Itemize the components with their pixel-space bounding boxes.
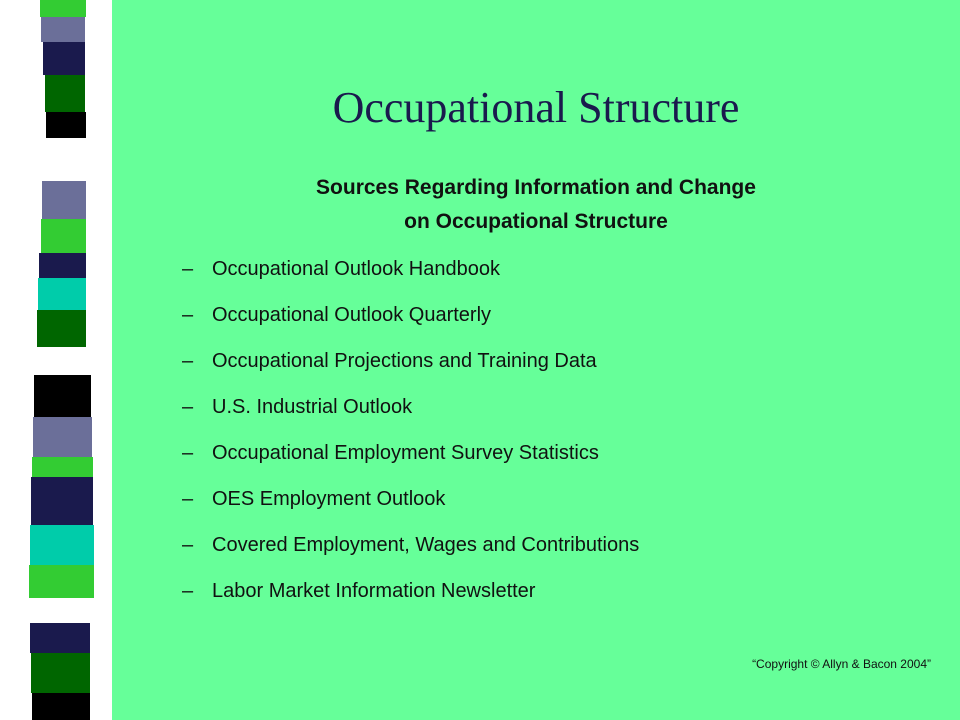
list-item-label: Occupational Projections and Training Data — [212, 350, 597, 372]
source-list — [182, 253, 639, 621]
deco-block — [37, 310, 86, 347]
list-item — [182, 345, 639, 391]
deco-block — [46, 112, 86, 138]
list-item-label: Covered Employment, Wages and Contributions — [212, 534, 640, 556]
list-item-label: Occupational Employment Survey Statistics — [212, 442, 599, 464]
deco-block — [41, 17, 85, 42]
list-item — [182, 299, 639, 345]
deco-block — [39, 253, 86, 278]
list-item-label: Labor Market Information Newsletter — [212, 580, 536, 602]
slide-title: Occupational Structure — [332, 83, 740, 132]
deco-block — [32, 457, 93, 477]
list-item — [182, 529, 639, 575]
dash-bullet: – — [182, 580, 194, 602]
deco-block — [38, 278, 86, 310]
deco-block — [45, 75, 85, 112]
deco-block — [42, 181, 86, 219]
deco-block — [32, 693, 90, 720]
subtitle-line: Sources Regarding Information and Change — [316, 176, 756, 199]
deco-block — [41, 219, 86, 253]
list-item-label: Occupational Outlook Quarterly — [212, 304, 492, 326]
dash-bullet: – — [182, 488, 194, 510]
deco-block — [40, 0, 86, 17]
dash-bullet: – — [182, 442, 194, 464]
deco-block — [34, 375, 91, 417]
dash-bullet: – — [182, 396, 194, 418]
deco-block — [30, 525, 94, 565]
deco-block — [31, 653, 90, 693]
copyright-notice: “Copyright © Allyn & Bacon 2004” — [752, 657, 931, 671]
deco-block — [30, 623, 90, 653]
list-item — [182, 575, 639, 621]
list-item — [182, 483, 639, 529]
list-item — [182, 437, 639, 483]
dash-bullet: – — [182, 350, 194, 372]
slide-subtitle — [112, 171, 960, 239]
deco-block — [43, 42, 85, 75]
deco-block — [29, 565, 94, 598]
list-item — [182, 391, 639, 437]
subtitle-line: on Occupational Structure — [404, 210, 668, 233]
deco-block — [8, 0, 34, 96]
deco-block — [33, 417, 92, 457]
list-item-label: U.S. Industrial Outlook — [212, 396, 413, 418]
dash-bullet: – — [182, 534, 194, 556]
dash-bullet: – — [182, 304, 194, 326]
list-item — [182, 253, 639, 299]
list-item-label: Occupational Outlook Handbook — [212, 258, 500, 280]
deco-block — [31, 477, 93, 525]
list-item-label: OES Employment Outlook — [212, 488, 446, 510]
decorative-block-strip — [0, 0, 112, 720]
dash-bullet: – — [182, 258, 194, 280]
